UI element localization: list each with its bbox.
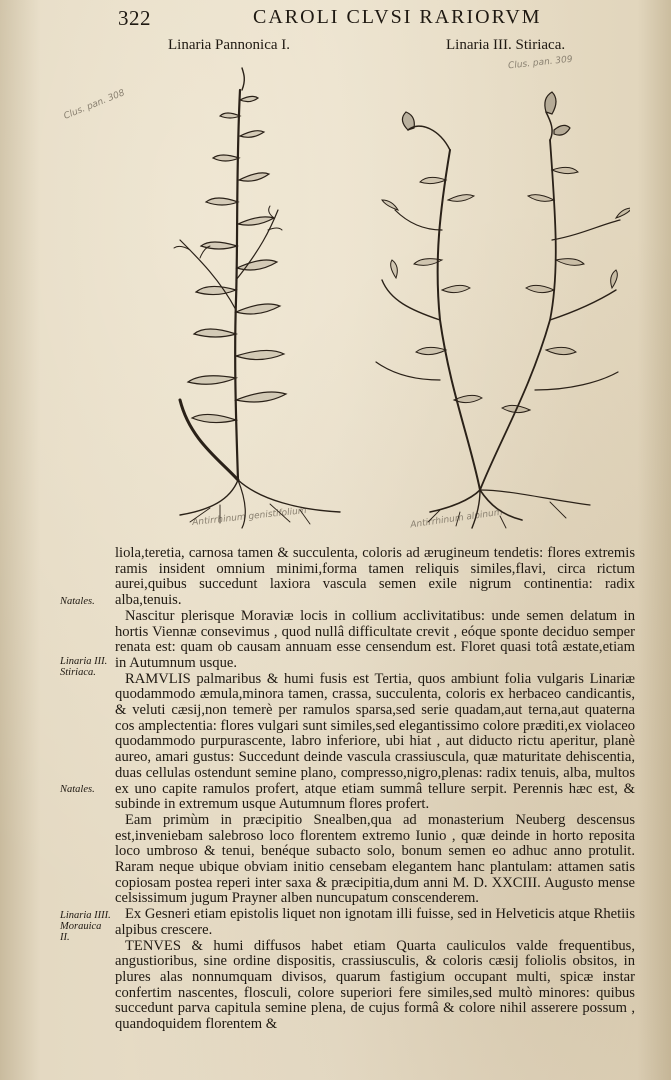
paragraph-habitat-linaria-3: Eam primùm in præcipitio Snealben,qua ad monasterium Neuberg descensus est,inveniebam salebroso loco florentem extremo Iunio , quæ deinde in horto reposita loco umbroso & tenui, benéque subacto solo, bonum semen eo adhuc anno protulit. Raram neque ubique obviam initio censebam elegantem hanc plantulam: attamen satis copiosam postea reperi inter saxa & præcipitia,dum anni M. D. XXCIII. Augusto mense celsissimum jugum Prayner alben nuncupatum conscenderem. bbox=[115, 811, 635, 907]
pencil-note-top-right: Clus. pan. 309 bbox=[507, 54, 574, 72]
pencil-note-top-left: Clus. pan. 308 bbox=[62, 88, 127, 122]
paragraph-gesner-note: Ex Gesneri etiam epistolis liquet non ignotam illi fuisse, sed in Helveticis atque Rhetiis alpibus crescere. bbox=[115, 906, 635, 938]
pencil-note-bottom-left: Antirrhinum genistifolium bbox=[191, 506, 308, 528]
page-number: 322 bbox=[118, 6, 151, 30]
botanical-woodcut-plates bbox=[150, 60, 630, 530]
margin-note-linaria-4: Linaria IIII. Morauica II. bbox=[60, 910, 111, 943]
left-plate-caption: Linaria Pannonica I. bbox=[168, 37, 291, 53]
left-plant-illustration bbox=[174, 68, 340, 528]
running-title: CAROLI CLVSI RARIORVM bbox=[253, 6, 542, 28]
paragraph-description-linaria-4: TENVES & humi diffusos habet etiam Quarta cauliculos valde frequentibus, angustioribus, sine ordine dispositis, crassiusculis, & coloris cæsij foliolis obsitos, in plures alas nonnumquam divisos, quarum fastigium occupant multi, spicæ instar confertim nascentes, flosculi, colore superiori fere similes,sed multò minores: quibus succedunt parva capitula semine plena, de cujus formâ & colore nihil asserere possum , quandoquidem florentem & bbox=[115, 937, 635, 1033]
margin-note-natales-2: Natales. bbox=[60, 784, 95, 795]
right-plate-caption: Linaria III. Stiriaca. bbox=[446, 37, 566, 53]
margin-note-linaria-3: Linaria III. Stiriaca. bbox=[60, 656, 108, 678]
right-plant-illustration bbox=[376, 92, 630, 528]
paragraph-habitat-linaria-1: Nascitur plerisque Moraviæ locis in collium acclivitatibus: unde semen delatum in hortis Viennæ consevimus , quod nullâ difficultate crevit , eóque sponte deciduo semper renata est: quam ob causam annuam esse censendum est. Floret quasi totâ æstate,etiam in Autumnum usque. bbox=[115, 607, 635, 671]
paragraph-description-linaria-1: liola,teretia, carnosa tamen & succulenta, coloris ad ærugineum tendetis: flores extremis ramis insident omnium minimi,forma tamen reliquis similes,flavi, circa rictum aurei,quibus succedunt laxiora vascula semen exile nigrum continentia: radix alba,tenuis. bbox=[115, 545, 635, 609]
pencil-note-bottom-right: Antirrhinum alpinum bbox=[409, 507, 504, 531]
main-text-block bbox=[115, 546, 635, 1033]
paragraph-description-linaria-3: RAMVLIS palmaribus & humi fusis est Tertia, quos ambiunt folia vulgaris Linariæ quodammodo æmula,minora tamen, crassa, succulenta, coloris ex herbaceo candicantis, & veluti cæsij,non temerè per ramulos sparsa,sed serie quadam,aut terna,aut quaterna cos amplectentia: flores vulgari sunt similes,sed elegantissimo colore præditi,ex violaceo quodammodo purpurascente, labro inferiore, ubi hiat , aut diducto rictu aperitur, planè aureo, amari gustus: Succedunt deinde vascula crassiuscula, quæ maturitate dehiscentia, duas cellulas ostendunt semine plano, compresso,nigro,plenas: radix tenuis, alba, multos ex uno capite ramulos profert, atque etiam summâ tellure serpit. Perennis hæc est, & subinde in extremum usque Autumnum flores profert. bbox=[115, 670, 635, 813]
margin-note-natales-1: Natales. bbox=[60, 596, 95, 607]
